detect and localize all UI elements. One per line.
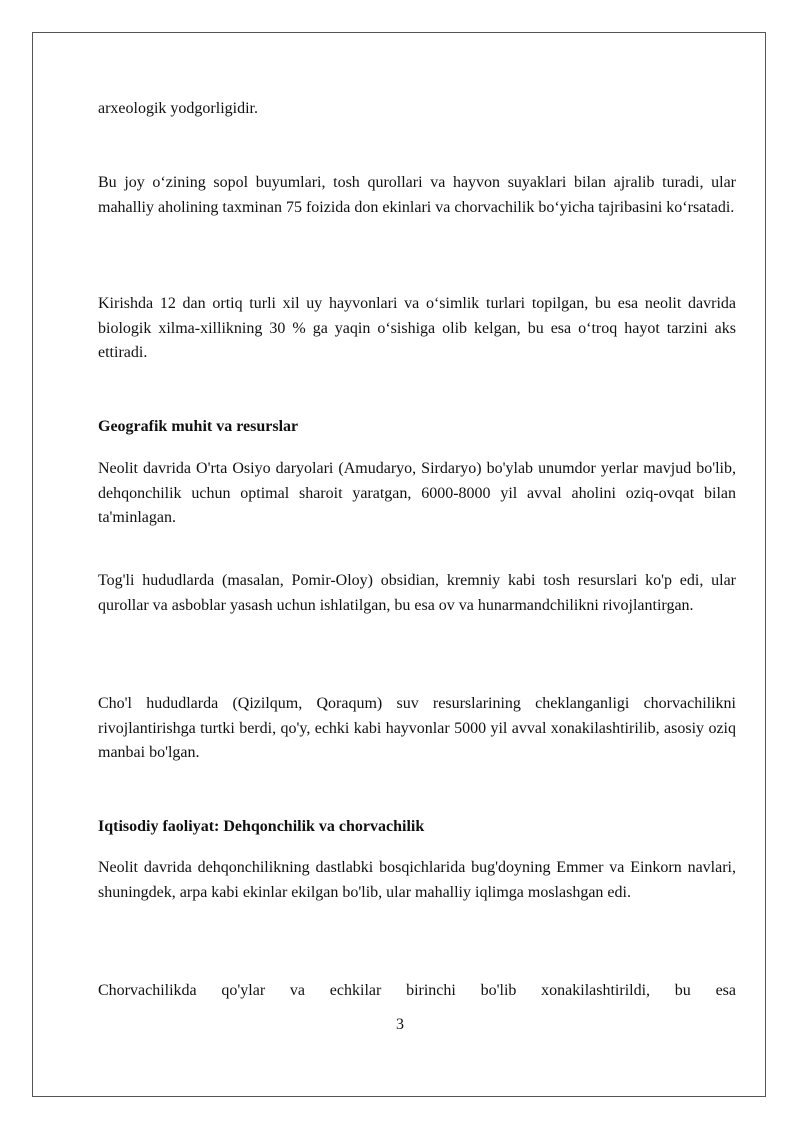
paragraph-6: Cho'l hududlarda (Qizilqum, Qoraqum) suv resurslarining cheklanganligi chorvachilikni rivojlantirishga turtki berdi, qo'y, echki kabi hayvonlar 5000 yil avval xonakilashtirilib, asosiy oziq manbai bo'lgan. [98, 695, 736, 761]
paragraph-7: Neolit davrida dehqonchilikning dastlabki bosqichlarida bug'doyning Emmer va Einkorn navlari, shuningdek, arpa kabi ekinlar ekilgan bo'lib, ular mahalliy iqlimga moslashgan edi. [98, 859, 736, 901]
section-heading-geografik: Geografik muhit va resurslar [98, 418, 299, 435]
section-heading-iqtisodiy: Iqtisodiy faoliyat: Dehqonchilik va chorvachilik [98, 818, 425, 835]
paragraph-1: arxeologik yodgorligidir. [98, 100, 258, 117]
paragraph-2: Bu joy o‘zining sopol buyumlari, tosh qurollari va hayvon suyaklari bilan ajralib turadi, ular mahalliy aholining taxminan 75 foizida don ekinlari va chorvachilik bo‘yicha tajribasini ko‘rsatadi. [98, 174, 736, 216]
paragraph-3: Kirishda 12 dan ortiq turli xil uy hayvonlari va o‘simlik turlari topilgan, bu esa neolit davrida biologik xilma-xillikning 30 % ga yaqin o‘sishiga olib kelgan, bu esa o‘troq hayot tarzini aks ettiradi. [98, 295, 736, 361]
paragraph-5: Tog'li hududlarda (masalan, Pomir-Oloy) obsidian, kremniy kabi tosh resurslari ko'p edi, ular qurollar va asboblar yasash uchun ishlatilgan, bu esa ov va hunarmandchilikni rivojlantirgan. [98, 572, 736, 614]
page-number: 3 [396, 1016, 404, 1033]
paragraph-4: Neolit davrida O'rta Osiyo daryolari (Amudaryo, Sirdaryo) bo'ylab unumdor yerlar mavjud bo'lib, dehqonchilik uchun optimal sharoit yaratgan, 6000-8000 yil avval aholini oziq-ovqat bilan ta'minlagan. [98, 460, 736, 526]
document-page [32, 32, 766, 1097]
paragraph-8: Chorvachilikda qo'ylar va echkilar birinchi bo'lib xonakilashtirildi, bu esa [98, 982, 736, 999]
